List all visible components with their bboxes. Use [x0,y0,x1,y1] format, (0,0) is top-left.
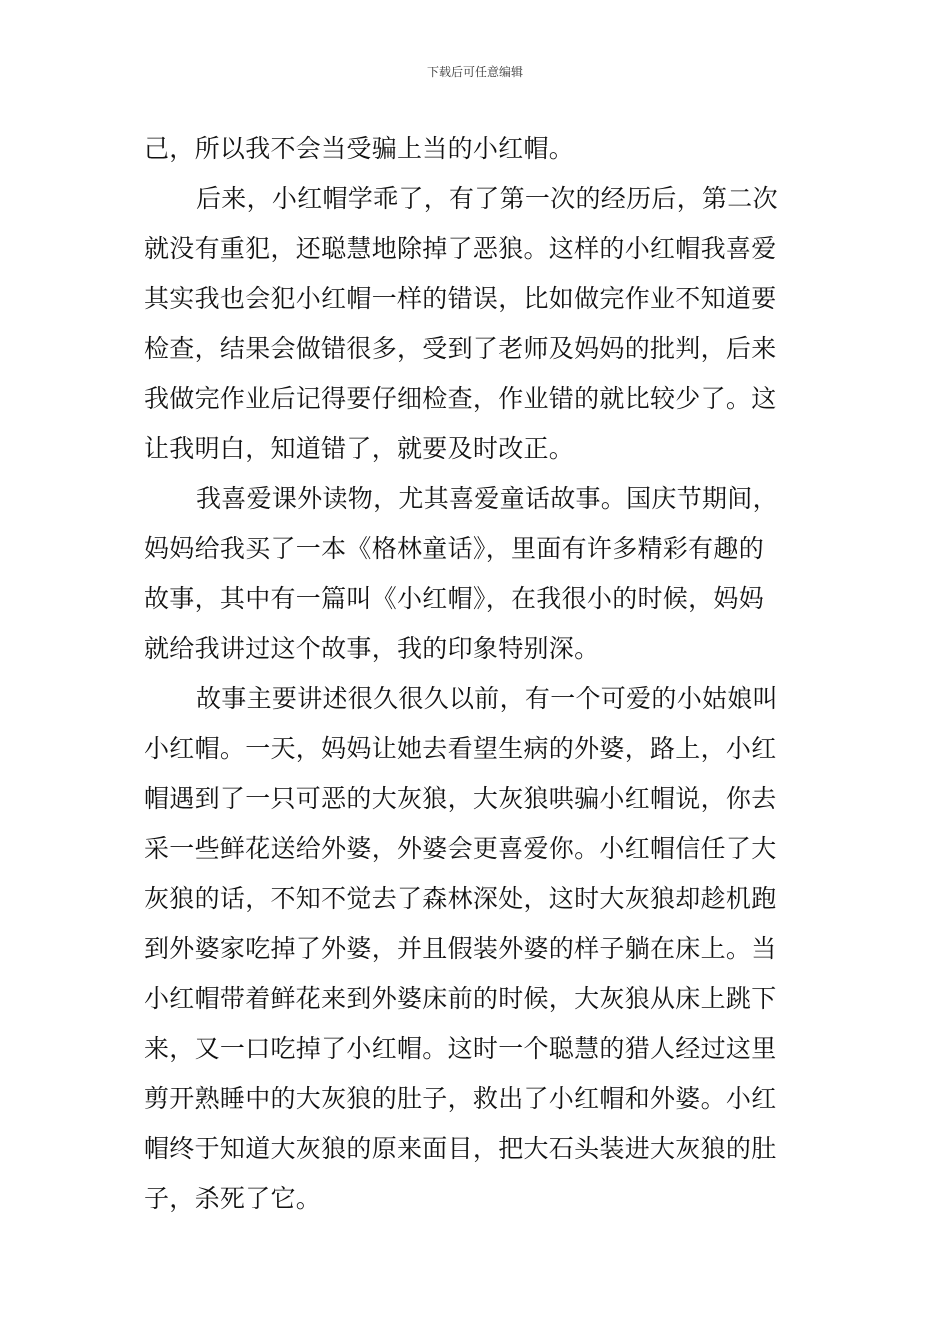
text-line: 就没有重犯，还聪慧地除掉了恶狼。这样的小红帽我喜爱 [144,234,777,263]
text-line: 灰狼的话，不知不觉去了森林深处，这时大灰狼却趁机跑 [144,884,777,913]
paragraph [144,174,814,474]
text-line: 到外婆家吃掉了外婆，并且假装外婆的样子躺在床上。当 [144,934,777,963]
paragraph [144,474,814,674]
text-line: 检查，结果会做错很多，受到了老师及妈妈的批判，后来 [144,334,777,363]
text-line: 故事主要讲述很久很久以前，有一个可爱的小姑娘叫 [196,684,778,713]
text-line: 妈妈给我买了一本《格林童话》，里面有许多精彩有趣的 [144,534,765,563]
text-line: 就给我讲过这个故事，我的印象特别深。 [144,634,600,663]
page-header: 下载后可任意编辑 [426,65,523,79]
text-line: 剪开熟睡中的大灰狼的肚子，救出了小红帽和外婆。小红 [144,1084,777,1113]
text-line: 小红帽带着鲜花来到外婆床前的时候，大灰狼从床上跳下 [144,984,777,1013]
text-line: 子，杀死了它。 [144,1184,322,1213]
document-body [144,124,814,1224]
text-line: 来，又一口吃掉了小红帽。这时一个聪慧的猎人经过这里 [144,1034,777,1063]
text-line: 己，所以我不会当受骗上当的小红帽。 [144,134,575,163]
paragraph [144,124,814,174]
text-line: 帽终于知道大灰狼的原来面目，把大石头装进大灰狼的肚 [144,1134,777,1163]
text-line: 小红帽。一天，妈妈让她去看望生病的外婆，路上，小红 [144,734,777,763]
text-line: 帽遇到了一只可恶的大灰狼，大灰狼哄骗小红帽说，你去 [144,784,777,813]
text-line: 其实我也会犯小红帽一样的错误，比如做完作业不知道要 [144,284,777,313]
text-line: 让我明白，知道错了，就要及时改正。 [144,434,575,463]
text-line: 我喜爱课外读物，尤其喜爱童话故事。国庆节期间， [196,484,778,513]
text-line: 后来，小红帽学乖了，有了第一次的经历后，第二次 [196,184,778,213]
text-line: 采一些鲜花送给外婆，外婆会更喜爱你。小红帽信任了大 [144,834,777,863]
paragraph [144,674,814,1224]
text-line: 我做完作业后记得要仔细检查，作业错的就比较少了。这 [144,384,777,413]
text-line: 故事，其中有一篇叫《小红帽》，在我很小的时候，妈妈 [144,584,765,613]
